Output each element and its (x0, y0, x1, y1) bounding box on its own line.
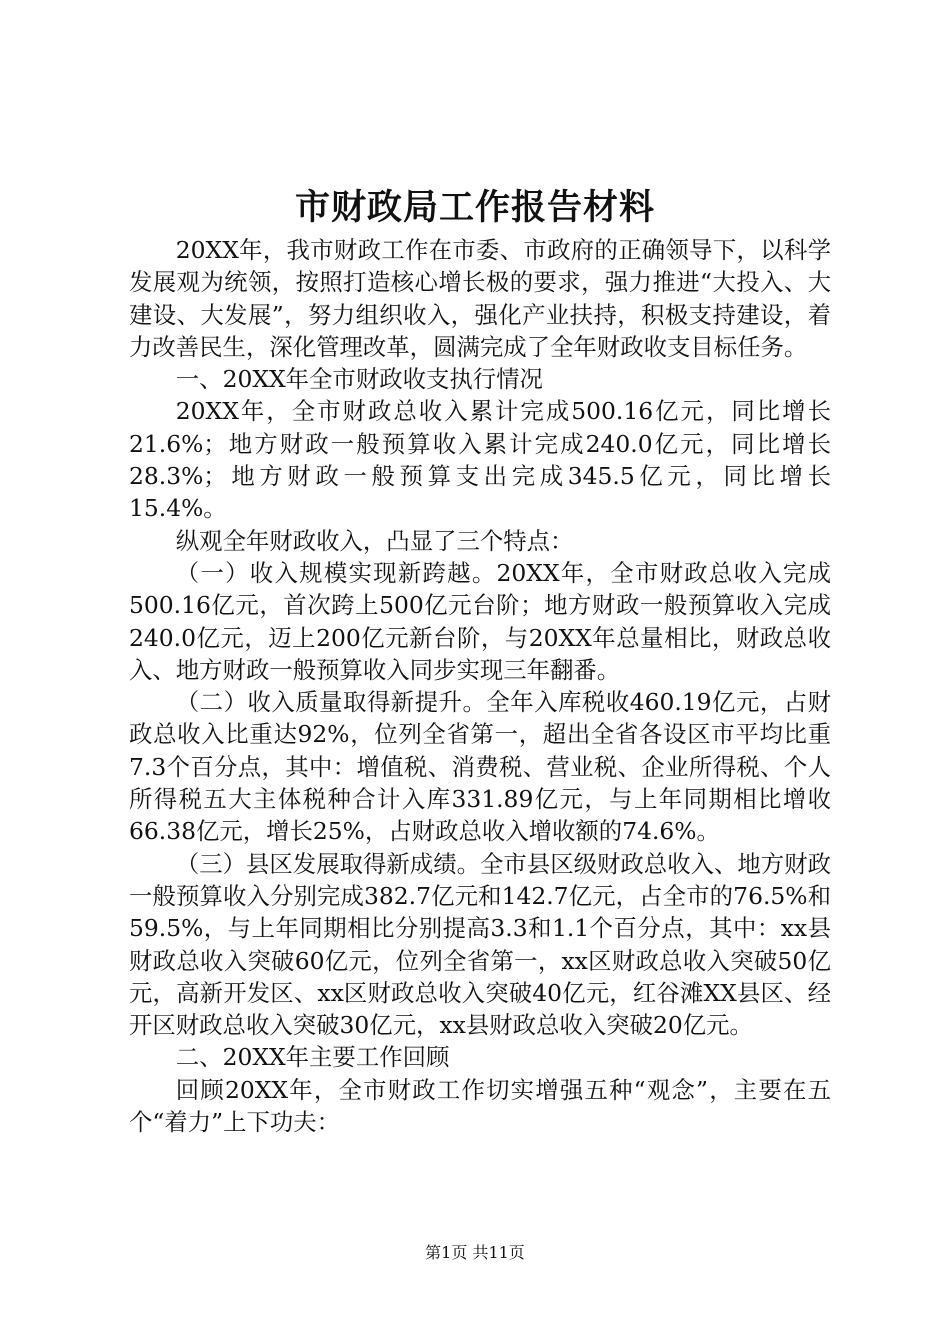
paragraph-features-intro: 纵观全年财政收入，凸显了三个特点： (175, 526, 574, 555)
document-title: 市财政局工作报告材料 (294, 187, 655, 228)
paragraph-revenue-summary: 20XX年，全市财政总收入累计完成500.16亿元，同比增长21.6%；地方财政一般预算收入累计完成240.0亿元，同比增长28.3%；地方财政一般预算支出完成345.5亿元，同比增长15.4%。 (129, 397, 831, 523)
paragraph-feature-3: （三）县区发展取得新成绩。全市县区级财政总收入、地方财政一般预算收入分别完成382.7亿元和142.7亿元，占全市的76.5%和59.5%，与上年同期相比分别提高3.3和1.1个百分点，其中：xx县财政总收入突破60亿元，位列全省第一，xx区财政总收入突破50亿元，高新开发区、xx区财政总收入突破40亿元，红谷滩XX县区、经开区财政总收入突破30亿元，xx县财政总收入突破20亿元。 (129, 849, 831, 1040)
paragraph-feature-1: （一）收入规模实现新跨越。20XX年，全市财政总收入完成500.16亿元，首次跨上500亿元台阶；地方财政一般预算收入完成240.0亿元，迈上200亿元新台阶，与20XX年总量相比，财政总收入、地方财政一般预算收入同步实现三年翻番。 (129, 558, 831, 684)
paragraph-intro: 20XX年，我市财政工作在市委、市政府的正确领导下，以科学发展观为统领，按照打造核心增长极的要求，强力推进“大投入、大建设、大发展”，努力组织收入，强化产业扶持，积极支持建设，着力改善民生，深化管理改革，圆满完成了全年财政收支目标任务。 (129, 236, 831, 361)
page-number-footer: 第1页 共11页 (425, 1243, 525, 1262)
paragraph-feature-2: （二）收入质量取得新提升。全年入库税收460.19亿元，占财政总收入比重达92%，位列全省第一，超出全省各设区市平均比重7.3个百分点，其中：增值税、消费税、营业税、企业所得税、个人所得税五大主体税种合计入库331.89亿元，与上年同期相比增收66.38亿元，增长25%，占财政总收入增收额的74.6%。 (129, 688, 831, 846)
document-body (129, 234, 831, 1138)
paragraph-review: 回顾20XX年，全市财政工作切实增强五种“观念”，主要在五个“着力”上下功夫： (129, 1075, 831, 1137)
section-heading-1: 一、20XX年全市财政收支执行情况 (175, 365, 543, 394)
section-heading-2: 二、20XX年主要工作回顾 (175, 1043, 450, 1072)
